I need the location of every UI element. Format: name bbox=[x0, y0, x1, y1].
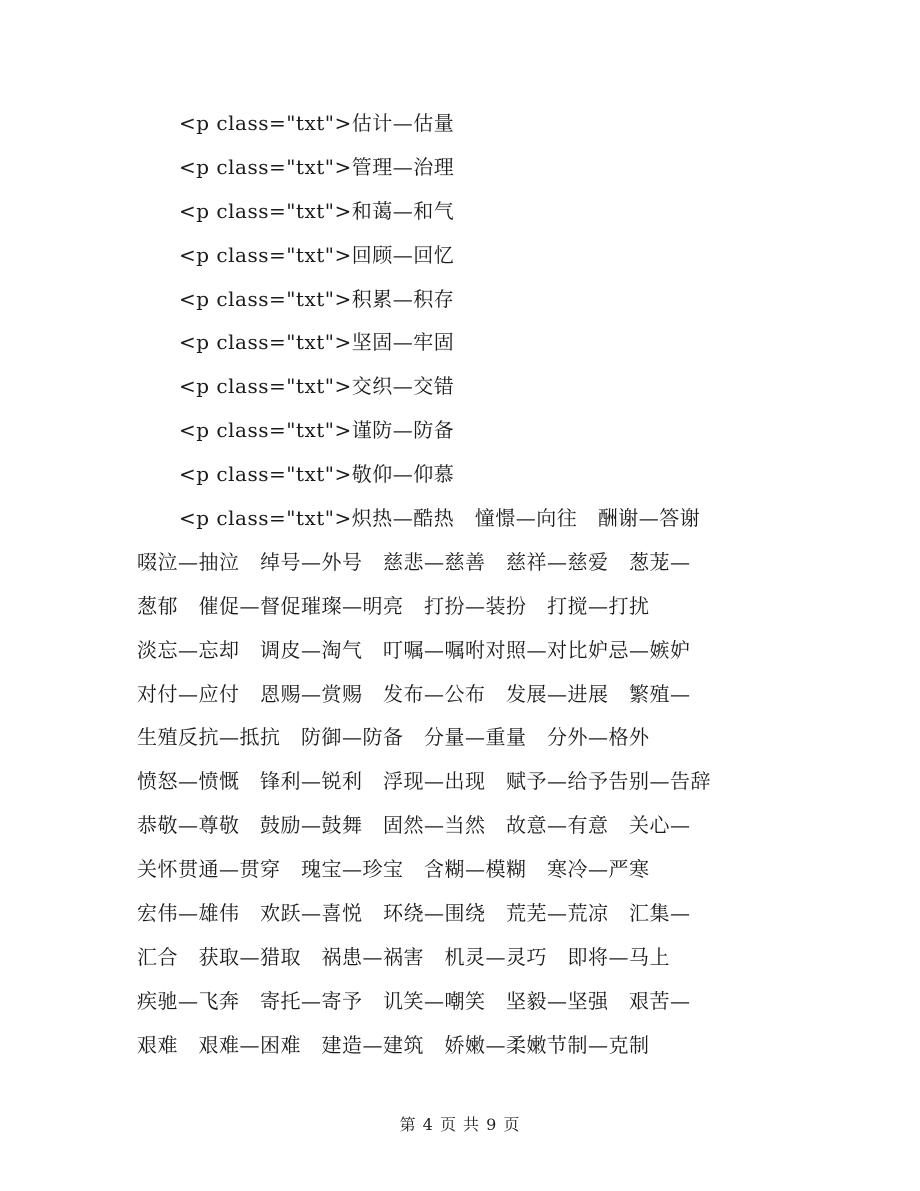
text-line: <p class="txt">敬仰—仰慕 bbox=[179, 462, 455, 487]
text-line: 啜泣—抽泣 绰号—外号 慈悲—慈善 慈祥—慈爱 葱茏— bbox=[137, 549, 691, 574]
text-line: <p class="txt">估计—估量 bbox=[179, 111, 455, 135]
text-line: <p class="txt">坚固—牢固 bbox=[179, 330, 455, 355]
text-line: 对付—应付 恩赐—赏赐 发布—公布 发展—进展 繁殖— bbox=[137, 681, 691, 706]
text-line: <p class="txt">交织—交错 bbox=[179, 374, 455, 399]
text-line: 恭敬—尊敬 鼓励—鼓舞 固然—当然 故意—有意 关心— bbox=[137, 813, 691, 838]
text-line: 生殖反抗—抵抗 防御—防备 分量—重量 分外—格外 bbox=[137, 725, 650, 750]
text-line: 葱郁 催促—督促璀璨—明亮 打扮—装扮 打搅—打扰 bbox=[137, 593, 650, 618]
text-line: 愤怒—愤慨 锋利—锐利 浮现—出现 赋予—给予告别—告辞 bbox=[137, 769, 711, 794]
text-line: 宏伟—雄伟 欢跃—喜悦 环绕—围绕 荒芜—荒凉 汇集— bbox=[137, 901, 691, 926]
text-line: <p class="txt">和蔼—和气 bbox=[179, 198, 455, 223]
text-line: 疾驰—飞奔 寄托—寄予 讥笑—嘲笑 坚毅—坚强 艰苦— bbox=[137, 988, 691, 1013]
page-number-footer: 第 4 页 共 9 页 bbox=[399, 1115, 521, 1134]
text-line: 关怀贯通—贯穿 瑰宝—珍宝 含糊—模糊 寒冷—严寒 bbox=[137, 857, 650, 882]
text-line: <p class="txt">管理—治理 bbox=[179, 154, 455, 179]
document-body bbox=[137, 102, 787, 1068]
text-line: 汇合 获取—猎取 祸患—祸害 机灵—灵巧 即将—马上 bbox=[137, 944, 670, 969]
text-line: 淡忘—忘却 调皮—淘气 叮嘱—嘱咐对照—对比妒忌—嫉妒 bbox=[137, 637, 691, 662]
text-line: <p class="txt">回顾—回忆 bbox=[179, 242, 455, 267]
text-line: <p class="txt">炽热—酷热 憧憬—向往 酬谢—答谢 bbox=[179, 506, 701, 531]
text-line: 艰难 艰难—困难 建造—建筑 娇嫩—柔嫩节制—克制 bbox=[137, 1032, 650, 1057]
text-line: <p class="txt">积累—积存 bbox=[179, 286, 455, 311]
text-line: <p class="txt">谨防—防备 bbox=[179, 418, 455, 443]
